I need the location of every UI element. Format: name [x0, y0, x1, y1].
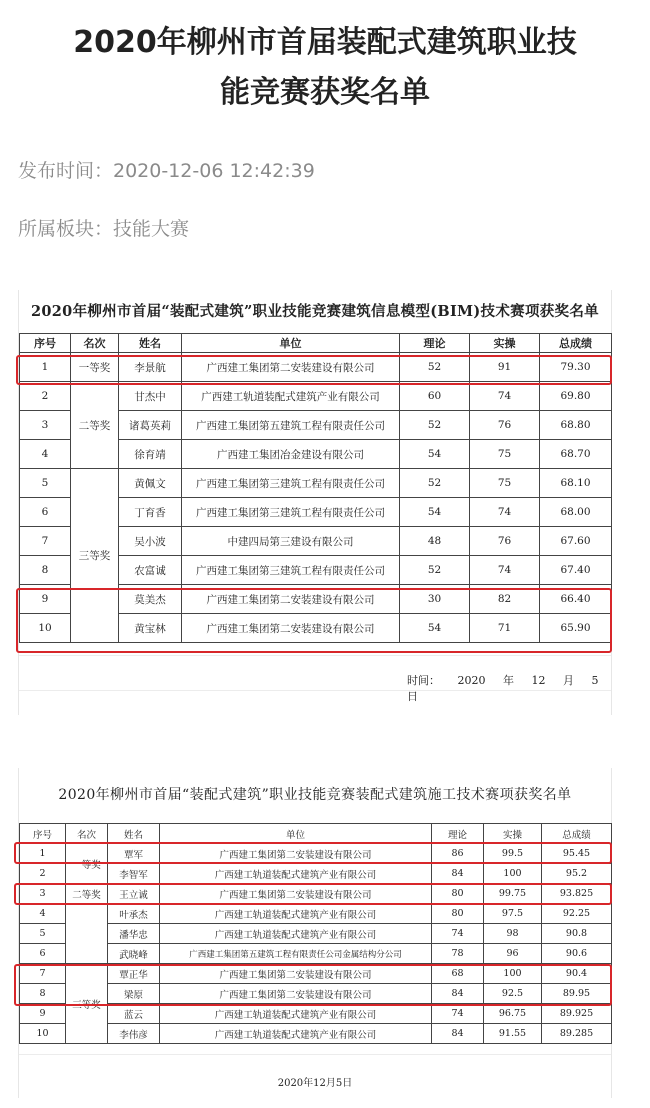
- cell-no: 1: [20, 353, 71, 382]
- cell-unit: 广西建工集团第二安装建设有限公司: [182, 353, 400, 382]
- cell-practice: 91.55: [484, 1024, 542, 1044]
- cell-theory: 84: [432, 1024, 484, 1044]
- cell-name: 黄宝林: [119, 614, 182, 643]
- header-no: 序号: [20, 334, 71, 353]
- cell-unit: 广西建工集团第三建筑工程有限责任公司: [182, 556, 400, 585]
- cell-theory: 48: [400, 527, 470, 556]
- cell-practice: 76: [470, 411, 540, 440]
- cell-total: 95.2: [542, 864, 612, 884]
- cell-no: 5: [20, 924, 66, 944]
- cell-unit: 广西建工集团第二安装建设有限公司: [182, 614, 400, 643]
- construction-table-date: 2020年12月5日: [277, 1078, 353, 1089]
- cell-no: 6: [20, 944, 66, 964]
- cell-unit: 广西建工集团第二安装建设有限公司: [160, 884, 432, 904]
- cell-total: 95.45: [542, 844, 612, 864]
- section-label: 所属板块：技能大赛: [18, 218, 190, 240]
- cell-no: 3: [20, 884, 66, 904]
- cell-rank: 三等奖: [71, 469, 119, 643]
- table-row: [20, 844, 612, 864]
- header-practice: 实操: [470, 334, 540, 353]
- cell-total: 89.925: [542, 1004, 612, 1024]
- cell-practice: 98: [484, 924, 542, 944]
- cell-name: 黄佩文: [119, 469, 182, 498]
- cell-theory: 30: [400, 585, 470, 614]
- bim-table-date: 时间： 2020 年 12 月 5 日: [407, 674, 599, 703]
- cell-total: 67.60: [540, 527, 612, 556]
- article-title-line2: 能竞赛获奖名单: [220, 75, 430, 110]
- cell-theory: 68: [432, 964, 484, 984]
- cell-total: 89.95: [542, 984, 612, 1004]
- cell-rank: 一等奖: [66, 844, 108, 884]
- cell-no: 7: [20, 527, 71, 556]
- cell-name: 诸葛英莉: [119, 411, 182, 440]
- cell-theory: 52: [400, 353, 470, 382]
- cell-rank: 一等奖: [71, 353, 119, 382]
- cell-no: 4: [20, 904, 66, 924]
- cell-rank: 三等奖: [66, 964, 108, 1044]
- blank-grid-line: [19, 655, 611, 656]
- cell-no: 10: [20, 614, 71, 643]
- cell-no: 7: [20, 964, 66, 984]
- cell-practice: 74: [470, 556, 540, 585]
- cell-practice: 99.75: [484, 884, 542, 904]
- table-row: [20, 1024, 612, 1044]
- cell-practice: 75: [470, 469, 540, 498]
- construction-award-table: [19, 823, 612, 1044]
- cell-theory: 52: [400, 556, 470, 585]
- table-row: [20, 884, 612, 904]
- cell-theory: 86: [432, 844, 484, 864]
- cell-rank: 二等奖: [66, 884, 108, 964]
- header-practice: 实操: [484, 824, 542, 844]
- cell-unit: 广西建工集团第三建筑工程有限责任公司: [182, 469, 400, 498]
- cell-theory: 54: [400, 498, 470, 527]
- cell-practice: 74: [470, 382, 540, 411]
- cell-total: 69.80: [540, 382, 612, 411]
- cell-name: 徐育靖: [119, 440, 182, 469]
- cell-name: 吴小波: [119, 527, 182, 556]
- cell-practice: 100: [484, 864, 542, 884]
- cell-no: 9: [20, 1004, 66, 1024]
- table-row: [20, 924, 612, 944]
- cell-name: 武晓峰: [108, 944, 160, 964]
- cell-total: 67.40: [540, 556, 612, 585]
- cell-no: 6: [20, 498, 71, 527]
- cell-unit: 广西建工集团第二安装建设有限公司: [160, 984, 432, 1004]
- cell-no: 2: [20, 382, 71, 411]
- cell-total: 90.6: [542, 944, 612, 964]
- cell-name: 覃军: [108, 844, 160, 864]
- cell-no: 8: [20, 556, 71, 585]
- cell-total: 93.825: [542, 884, 612, 904]
- cell-practice: 75: [470, 440, 540, 469]
- cell-total: 66.40: [540, 585, 612, 614]
- cell-practice: 76: [470, 527, 540, 556]
- cell-practice: 100: [484, 964, 542, 984]
- bim-award-table: [19, 333, 612, 643]
- table-row: [20, 964, 612, 984]
- cell-practice: 96: [484, 944, 542, 964]
- cell-theory: 84: [432, 864, 484, 884]
- cell-no: 2: [20, 864, 66, 884]
- cell-unit: 广西建工轨道装配式建筑产业有限公司: [160, 1024, 432, 1044]
- cell-theory: 80: [432, 904, 484, 924]
- cell-unit: 广西建工轨道装配式建筑产业有限公司: [182, 382, 400, 411]
- cell-unit: 广西建工集团冶金建设有限公司: [182, 440, 400, 469]
- article-title: [0, 18, 650, 118]
- cell-name: 李景航: [119, 353, 182, 382]
- header-rank: 名次: [71, 334, 119, 353]
- cell-unit: 广西建工集团第二安装建设有限公司: [160, 844, 432, 864]
- cell-total: 68.80: [540, 411, 612, 440]
- cell-unit: 中建四局第三建设有限公司: [182, 527, 400, 556]
- cell-practice: 71: [470, 614, 540, 643]
- cell-total: 65.90: [540, 614, 612, 643]
- cell-no: 5: [20, 469, 71, 498]
- cell-total: 68.10: [540, 469, 612, 498]
- cell-no: 10: [20, 1024, 66, 1044]
- table-header-row: [20, 334, 612, 353]
- cell-unit: 广西建工集团第三建筑工程有限责任公司: [182, 498, 400, 527]
- cell-total: 79.30: [540, 353, 612, 382]
- cell-total: 68.00: [540, 498, 612, 527]
- header-rank: 名次: [66, 824, 108, 844]
- cell-total: 92.25: [542, 904, 612, 924]
- construction-table-title: 2020年柳州市首届“装配式建筑”职业技能竞赛装配式建筑施工技术赛项获奖名单: [58, 787, 572, 803]
- cell-name: 农富诚: [119, 556, 182, 585]
- cell-no: 4: [20, 440, 71, 469]
- header-no: 序号: [20, 824, 66, 844]
- cell-total: 90.4: [542, 964, 612, 984]
- header-name: 姓名: [119, 334, 182, 353]
- cell-theory: 74: [432, 924, 484, 944]
- table-row: [20, 469, 612, 498]
- cell-theory: 84: [432, 984, 484, 1004]
- blank-grid-line: [19, 1054, 611, 1055]
- header-unit: 单位: [160, 824, 432, 844]
- table-row: [20, 904, 612, 924]
- cell-unit: 广西建工集团第二安装建设有限公司: [160, 964, 432, 984]
- cell-no: 1: [20, 844, 66, 864]
- table-row: [20, 382, 612, 411]
- cell-rank: 二等奖: [71, 382, 119, 469]
- cell-unit: 广西建工集团第五建筑工程有限责任公司金属结构分公司: [160, 944, 432, 964]
- publish-time: 发布时间：2020-12-06 12:42:39: [18, 160, 315, 182]
- header-theory: 理论: [432, 824, 484, 844]
- cell-name: 蓝云: [108, 1004, 160, 1024]
- cell-no: 9: [20, 585, 71, 614]
- cell-name: 叶承杰: [108, 904, 160, 924]
- cell-name: 覃正华: [108, 964, 160, 984]
- cell-name: 李智军: [108, 864, 160, 884]
- cell-unit: 广西建工轨道装配式建筑产业有限公司: [160, 904, 432, 924]
- cell-theory: 54: [400, 440, 470, 469]
- cell-practice: 99.5: [484, 844, 542, 864]
- table-header-row: [20, 824, 612, 844]
- cell-name: 甘杰中: [119, 382, 182, 411]
- cell-unit: 广西建工集团第五建筑工程有限责任公司: [182, 411, 400, 440]
- cell-practice: 82: [470, 585, 540, 614]
- cell-theory: 78: [432, 944, 484, 964]
- cell-name: 莫美杰: [119, 585, 182, 614]
- construction-award-table-image: [18, 768, 612, 1098]
- cell-unit: 广西建工轨道装配式建筑产业有限公司: [160, 1004, 432, 1024]
- cell-theory: 60: [400, 382, 470, 411]
- cell-name: 潘华忠: [108, 924, 160, 944]
- cell-name: 王立诚: [108, 884, 160, 904]
- cell-practice: 92.5: [484, 984, 542, 1004]
- header-theory: 理论: [400, 334, 470, 353]
- bim-table-title: 2020年柳州市首届“装配式建筑”职业技能竞赛建筑信息模型(BIM)技术赛项获奖名单: [31, 303, 599, 320]
- cell-name: 李伟彦: [108, 1024, 160, 1044]
- table-row: [20, 944, 612, 964]
- cell-theory: 80: [432, 884, 484, 904]
- cell-total: 90.8: [542, 924, 612, 944]
- header-total: 总成绩: [542, 824, 612, 844]
- cell-theory: 52: [400, 411, 470, 440]
- cell-theory: 52: [400, 469, 470, 498]
- table-row: [20, 353, 612, 382]
- cell-unit: 广西建工集团第二安装建设有限公司: [182, 585, 400, 614]
- cell-no: 3: [20, 411, 71, 440]
- cell-total: 68.70: [540, 440, 612, 469]
- cell-theory: 74: [432, 1004, 484, 1024]
- table-row: [20, 984, 612, 1004]
- cell-no: 8: [20, 984, 66, 1004]
- cell-practice: 96.75: [484, 1004, 542, 1024]
- bim-award-table-image: [18, 290, 612, 715]
- cell-unit: 广西建工轨道装配式建筑产业有限公司: [160, 924, 432, 944]
- table-row: [20, 1004, 612, 1024]
- cell-theory: 54: [400, 614, 470, 643]
- header-unit: 单位: [182, 334, 400, 353]
- cell-practice: 97.5: [484, 904, 542, 924]
- cell-name: 梁原: [108, 984, 160, 1004]
- article-title-line1: 2020年柳州市首届装配式建筑职业技: [73, 25, 577, 60]
- table-row: [20, 864, 612, 884]
- header-name: 姓名: [108, 824, 160, 844]
- cell-name: 丁育香: [119, 498, 182, 527]
- cell-practice: 74: [470, 498, 540, 527]
- cell-unit: 广西建工轨道装配式建筑产业有限公司: [160, 864, 432, 884]
- cell-practice: 91: [470, 353, 540, 382]
- cell-total: 89.285: [542, 1024, 612, 1044]
- header-total: 总成绩: [540, 334, 612, 353]
